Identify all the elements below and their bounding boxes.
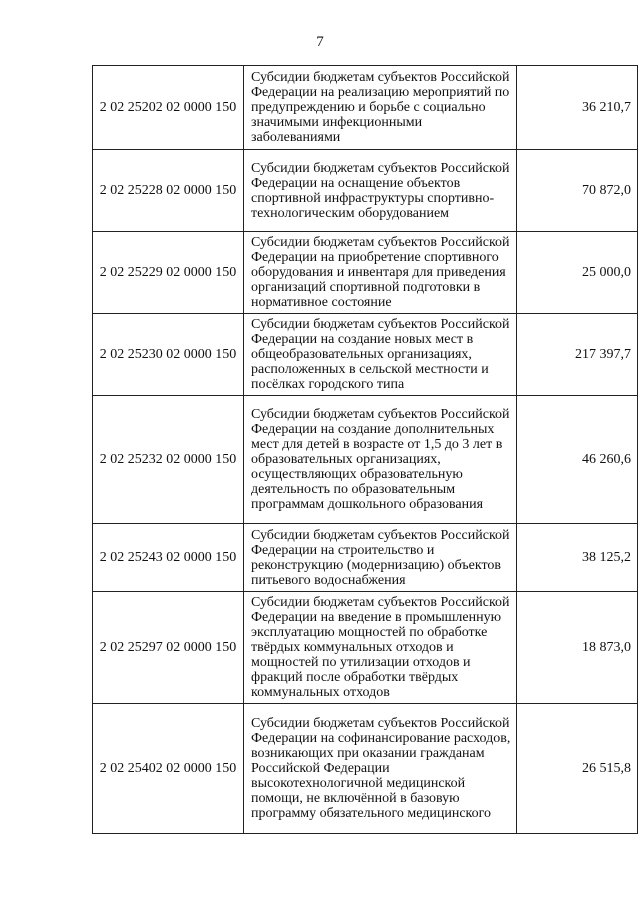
budget-code-cell: 2 02 25229 02 0000 150: [93, 232, 244, 314]
budget-code-cell: 2 02 25243 02 0000 150: [93, 524, 244, 592]
table-row: [93, 396, 638, 524]
description-cell: Субсидии бюджетам субъектов Российской Федерации на введение в промышленную эксплуатацию мощностей по обработке твёрдых коммунальных отходов и мощностей по утилизации отходов и фракций после обработки твёрдых коммунальных отходов: [244, 592, 517, 704]
description-cell: Субсидии бюджетам субъектов Российской Федерации на софинансирование расходов, возникающих при оказании гражданам Российской Федерации высокотехнологичной медицинской помощи, не включённой в базовую программу обязательного медицинского: [244, 704, 517, 834]
amount-cell: 46 260,6: [517, 396, 638, 524]
description-cell: Субсидии бюджетам субъектов Российской Федерации на строительство и реконструкцию (модернизацию) объектов питьевого водоснабжения: [244, 524, 517, 592]
budget-code-cell: 2 02 25232 02 0000 150: [93, 396, 244, 524]
table-row: [93, 524, 638, 592]
budget-revenue-table: [92, 65, 638, 834]
amount-cell: 25 000,0: [517, 232, 638, 314]
amount-cell: 36 210,7: [517, 66, 638, 150]
budget-code-cell: 2 02 25230 02 0000 150: [93, 314, 244, 396]
amount-cell: 70 872,0: [517, 150, 638, 232]
table-row: [93, 66, 638, 150]
description-cell: Субсидии бюджетам субъектов Российской Федерации на создание дополнительных мест для детей в возрасте от 1,5 до 3 лет в образовательных организациях, осуществляющих образовательную деятельность по образовательным программам дошкольного образования: [244, 396, 517, 524]
table-row: [93, 592, 638, 704]
table-row: [93, 704, 638, 834]
description-cell: Субсидии бюджетам субъектов Российской Федерации на приобретение спортивного оборудования и инвентаря для приведения организаций спортивной подготовки в нормативное состояние: [244, 232, 517, 314]
table-row: [93, 232, 638, 314]
budget-code-cell: 2 02 25402 02 0000 150: [93, 704, 244, 834]
description-cell: Субсидии бюджетам субъектов Российской Федерации на оснащение объектов спортивной инфраструктуры спортивно-технологическим оборудованием: [244, 150, 517, 232]
budget-code-cell: 2 02 25228 02 0000 150: [93, 150, 244, 232]
table-row: [93, 150, 638, 232]
amount-cell: 18 873,0: [517, 592, 638, 704]
table-row: [93, 314, 638, 396]
budget-code-cell: 2 02 25297 02 0000 150: [93, 592, 244, 704]
amount-cell: 38 125,2: [517, 524, 638, 592]
amount-cell: 217 397,7: [517, 314, 638, 396]
budget-code-cell: 2 02 25202 02 0000 150: [93, 66, 244, 150]
amount-cell: 26 515,8: [517, 704, 638, 834]
description-cell: Субсидии бюджетам субъектов Российской Федерации на создание новых мест в общеобразовательных организациях, расположенных в сельской местности и посёлках городского типа: [244, 314, 517, 396]
description-cell: Субсидии бюджетам субъектов Российской Федерации на реализацию мероприятий по предупреждению и борьбе с социально значимыми инфекционными заболеваниями: [244, 66, 517, 150]
page-number: 7: [316, 34, 324, 50]
